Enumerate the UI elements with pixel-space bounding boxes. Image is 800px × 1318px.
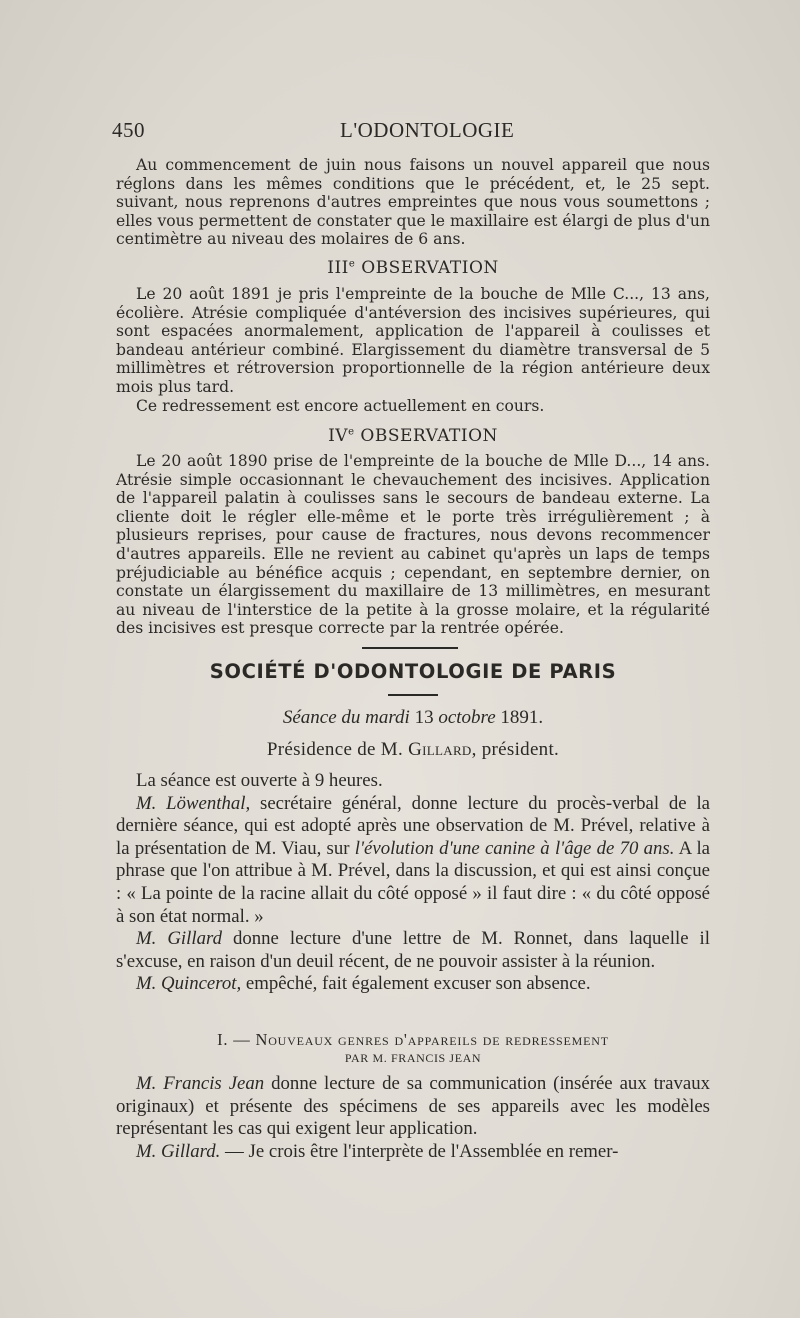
communication-paragraph: M. Francis Jean donne lecture de sa communication (insérée aux travaux originaux) et présente des spécimens de ses appareils avec les modèles représentant les cas qui exigent leur application. xyxy=(116,1073,710,1140)
minutes-opening: La séance est ouverte à 9 heures. xyxy=(136,770,383,791)
page-number: 450 xyxy=(112,118,145,142)
presidence-line: Présidence de M. Gillard, président. xyxy=(266,739,560,760)
section-title-line: I. — Nouveaux genres d'appareils de redressement xyxy=(217,1030,609,1049)
minutes-proces-verbal: M. Löwenthal, secrétaire général, donne lecture du procès-verbal de la dernière séance, qui est adopté après une observation de M. Prével, relative à la présentation de M. Viau, sur l'évolution d'une canine à l'âge de 70 ans. A la phrase que l'on attribue à M. Prével, dans la discussion, et qui est ainsi conçue : « La pointe de la racine allait du côté opposé » il faut dire : « du côté opposé à son état normal. » xyxy=(116,792,711,927)
section-body xyxy=(116,1073,710,1163)
observation-4 xyxy=(116,426,710,446)
seance-line: Séance du mardi 13 octobre 1891. xyxy=(282,707,544,728)
observation-4-heading: IVe OBSERVATION xyxy=(328,426,498,446)
minutes-absence: M. Quincerot, empêché, fait également excuser son absence. xyxy=(136,973,591,995)
section-heading xyxy=(116,1030,710,1066)
intro-paragraph: Au commencement de juin nous faisons un nouvel appareil que nous réglons dans les mêmes conditions que le précédent, et, le 25 sept. suivant, nous reprenons d'autres empreintes que nous vous soumettons ; elles vous permettent de constater que le maxillaire est élargi de plus d'un centimètre au niveau des molaires de 6 ans. xyxy=(116,156,710,249)
society-title: SOCIÉTÉ D'ODONTOLOGIE DE PARIS xyxy=(209,660,617,683)
observation-3 xyxy=(116,258,710,278)
observation-3-body xyxy=(116,285,710,415)
meeting-minutes xyxy=(116,770,710,996)
divider-rule xyxy=(362,647,458,649)
observation-3-status: Ce redressement est encore actuellement en cours. xyxy=(136,396,545,415)
observation-4-body xyxy=(116,452,710,638)
observation-4-paragraph: Le 20 août 1890 prise de l'empreinte de la bouche de Mlle D..., 14 ans. Atrésie simple occasionnant le chevauchement des incisives. Application de l'appareil palatin à coulisses sans le secours de bandeau externe. La cliente doit le régler elle-même et le porte très irrégulièrement ; à plusieurs reprises, pour cause de fractures, nous devons recommencer d'autres appareils. Elle ne revient au cabinet qu'après un laps de temps préjudiciable au bénéfice acquis ; cependant, en septembre dernier, on constate un élargissement du maxillaire de 13 millimètres, en mesurant au niveau de l'interstice de la petite à la grosse molaire, et la régularité des incisives est presque correcte par la rentrée opérée. xyxy=(116,452,710,638)
gillard-remarks: M. Gillard. — Je crois être l'interprète de l'Assemblée en remer- xyxy=(136,1140,619,1162)
running-header xyxy=(112,118,712,142)
observation-3-heading: IIIe OBSERVATION xyxy=(327,258,499,278)
president-name: Gillard xyxy=(408,739,472,760)
section-author-line: PAR M. FRANCIS JEAN xyxy=(344,1051,482,1065)
intro-section xyxy=(116,156,710,249)
journal-title: L'ODONTOLOGIE xyxy=(340,118,515,142)
minutes-letter: M. Gillard donne lecture d'une lettre de M. Ronnet, dans laquelle il s'excuse, en raison d'un deuil récent, de ne pouvoir assister à la réunion. xyxy=(116,928,710,972)
observation-3-paragraph: Le 20 août 1891 je pris l'empreinte de la bouche de Mlle C..., 13 ans, écolière. Atrésie compliquée d'antéversion des incisives supérieures, qui sont espacées anormalement, application de l'appareil à coulisses et bandeau antérieur combiné. Elargissement du diamètre transversal de 5 millimètres et rétroversion proportionnelle de la région antérieure deux mois plus tard. xyxy=(116,285,710,396)
short-divider-rule xyxy=(388,694,438,696)
